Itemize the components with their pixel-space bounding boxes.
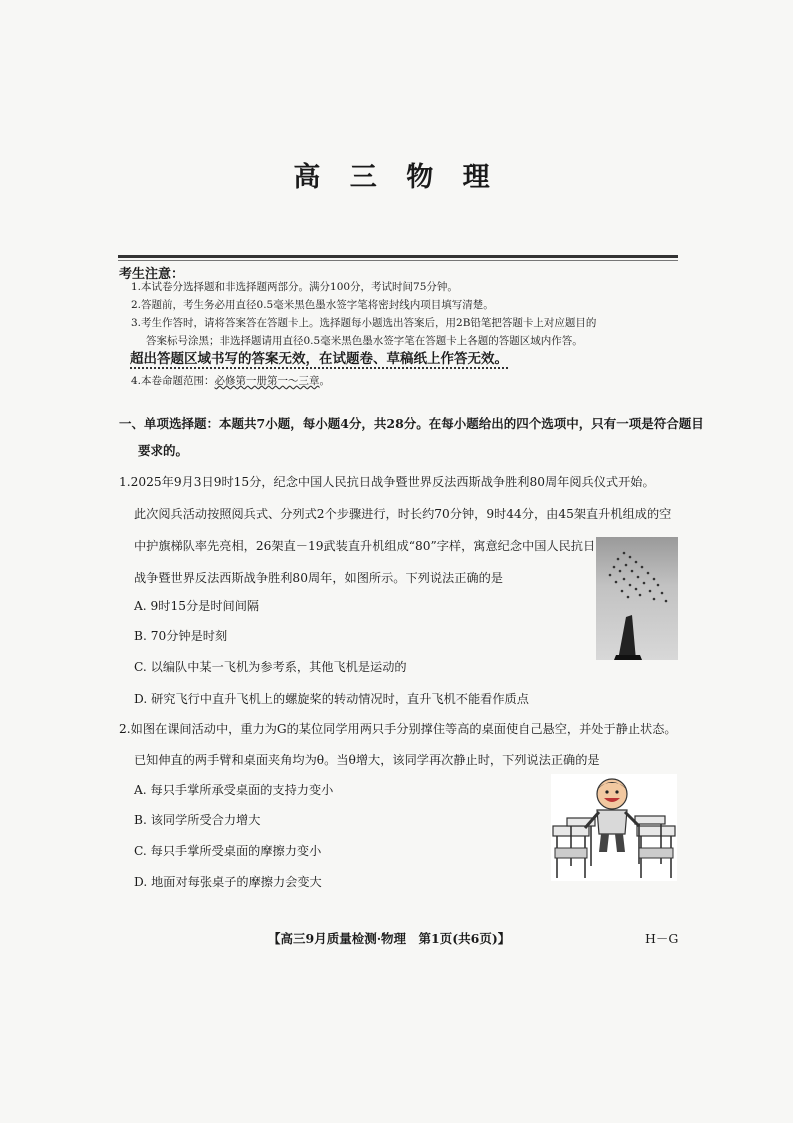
notice-heading: 考生注意： bbox=[119, 267, 185, 282]
notice-item-3-cont: 答案标号涂黑；非选择题请用直径0.5毫米黑色墨水签字笔在答题卡上各题的答题区域内作答。 bbox=[146, 335, 583, 347]
q2-stem-2: 已知伸直的两手臂和桌面夹角均为θ。当θ增大，该同学再次静止时，下列说法正确的是 bbox=[134, 753, 600, 767]
page-footer: 【高三9月质量检测·物理 第1页(共6页)】 bbox=[268, 931, 511, 946]
paper-code: H－G bbox=[645, 931, 679, 946]
section-heading: 一、单项选择题：本题共7小题，每小题4分，共28分。在每小题给出的四个选项中，只有一项是符合题目 bbox=[119, 416, 704, 431]
notice-item-4 bbox=[131, 373, 330, 389]
q2-option-d: D. 地面对每张桌子的摩擦力会变大 bbox=[134, 875, 322, 889]
section-heading-cont: 要求的。 bbox=[138, 443, 189, 458]
q1-stem-2: 此次阅兵活动按照阅兵式、分列式2个步骤进行，时长约70分钟，9时44分，由45架直升机组成的空 bbox=[134, 507, 672, 521]
helicopter-formation-photo bbox=[596, 537, 678, 660]
q1-stem-4: 战争暨世界反法西斯战争胜利80周年，如图所示。下列说法正确的是 bbox=[134, 571, 503, 585]
q1-stem-3: 中护旗梯队率先亮相，26架直－19武装直升机组成“80”字样，寓意纪念中国人民抗日 bbox=[134, 539, 596, 553]
header-rule bbox=[118, 255, 678, 258]
student-between-desks-illustration bbox=[551, 774, 677, 881]
notice-item-2: 2.答题前，考生务必用直径0.5毫米黑色墨水签字笔将密封线内项目填写清楚。 bbox=[131, 299, 494, 311]
notice-item-4-scope: 必修第一册第一～三章 bbox=[214, 375, 320, 387]
q2-option-a: A. 每只手掌所承受桌面的支持力变小 bbox=[134, 783, 334, 797]
q2-option-c: C. 每只手掌所受桌面的摩擦力变小 bbox=[134, 844, 322, 858]
q2-option-b: B. 该同学所受合力增大 bbox=[134, 813, 261, 827]
notice-item-1: 1.本试卷分选择题和非选择题两部分。满分100分，考试时间75分钟。 bbox=[131, 281, 458, 293]
notice-item-3: 3.考生作答时，请将答案答在答题卡上。选择题每小题选出答案后，用2B铅笔把答题卡上对应题目的 bbox=[131, 317, 597, 329]
header-rule-thin bbox=[118, 260, 678, 261]
notice-item-3-warning bbox=[130, 351, 508, 367]
q2-stem-1: 2.如图在课间活动中，重力为G的某位同学用两只手分别撑住等高的桌面使自己悬空，并处于静止状态。 bbox=[119, 722, 677, 736]
q1-option-d: D. 研究飞行中直升飞机上的螺旋桨的转动情况时，直升飞机不能看作质点 bbox=[134, 692, 529, 706]
notice-warning-text: 超出答题区域书写的答案无效，在试题卷、草稿纸上作答无效。 bbox=[130, 351, 508, 367]
q1-option-b: B. 70分钟是时刻 bbox=[134, 629, 228, 643]
notice-item-4-end: 。 bbox=[319, 375, 331, 387]
q1-option-a: A. 9时15分是时间间隔 bbox=[134, 599, 260, 613]
q1-option-c: C. 以编队中某一飞机为参考系，其他飞机是运动的 bbox=[134, 660, 407, 674]
q1-stem-1: 1.2025年9月3日9时15分，纪念中国人民抗日战争暨世界反法西斯战争胜利80周年阅兵仪式开始。 bbox=[119, 475, 655, 489]
page-title: 高 三 物 理 bbox=[293, 162, 500, 193]
notice-item-4-prefix: 4.本卷命题范围： bbox=[131, 375, 215, 387]
